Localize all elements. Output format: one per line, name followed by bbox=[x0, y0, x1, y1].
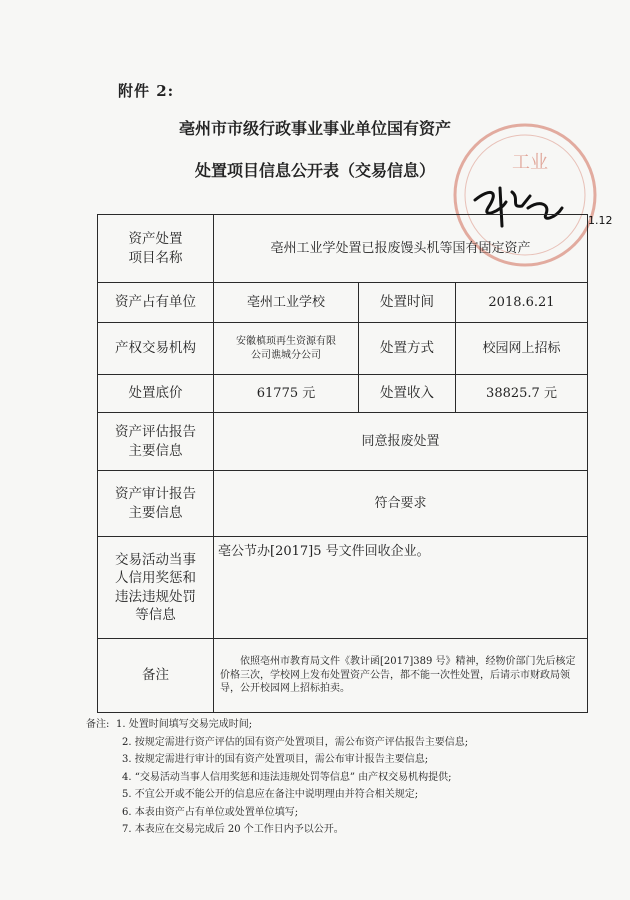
method-value: 校园网上招标 bbox=[456, 323, 588, 375]
income-label: 处置收入 bbox=[359, 375, 456, 413]
seal-text: 工业 bbox=[512, 152, 548, 173]
footnote-item: 5. 不宜公开或不能公开的信息应在备注中说明理由并符合相关规定; bbox=[122, 789, 419, 800]
remark-value: 依照亳州市教育局文件《教计函[2017]389 号》精神，经物价部门先后核定价格三次，学校网上发布处置资产公告，都不能一次性处置，后请示市财政局领导，公开校园网上招标拍卖。 bbox=[214, 639, 588, 713]
table-row bbox=[98, 537, 588, 639]
table-row bbox=[98, 471, 588, 537]
table-row bbox=[98, 323, 588, 375]
footnote-item: 6. 本表由资产占有单位或处置单位填写; bbox=[122, 806, 299, 818]
asset-project-label: 资产处置 项目名称 bbox=[98, 215, 214, 283]
base-price-value: 61775 元 bbox=[214, 375, 359, 413]
credit-value: 亳公节办[2017]5 号文件回收企业。 bbox=[214, 537, 588, 639]
footnote-item: 7. 本表应在交易完成后 20 个工作日内予以公开。 bbox=[122, 824, 344, 835]
credit-label: 交易活动当事 人信用奖惩和 违法违规处罚 等信息 bbox=[98, 537, 214, 639]
table-row bbox=[98, 375, 588, 413]
signature-date: 1.12 bbox=[588, 214, 613, 227]
time-label: 处置时间 bbox=[359, 283, 456, 323]
owner-label: 资产占有单位 bbox=[98, 283, 214, 323]
page-title-line-2: 处置项目信息公开表（交易信息） bbox=[194, 161, 435, 180]
page-title-line-1: 亳州市市级行政事业事业单位国有资产 bbox=[178, 119, 451, 138]
audit-label: 资产审计报告 主要信息 bbox=[98, 471, 214, 537]
owner-value: 亳州工业学校 bbox=[214, 283, 359, 323]
table-row bbox=[98, 639, 588, 713]
base-price-label: 处置底价 bbox=[98, 375, 214, 413]
income-value: 38825.7 元 bbox=[456, 375, 588, 413]
eval-label: 资产评估报告 主要信息 bbox=[98, 413, 214, 471]
asset-disposal-table bbox=[97, 214, 588, 713]
footnote-label: 备注: bbox=[86, 719, 110, 730]
footnote-item: 3. 按规定需进行审计的国有资产处置项目，需公布审计报告主要信息; bbox=[122, 754, 429, 765]
agency-value: 安徽槙顼再生资源有限 公司谯城分公司 bbox=[214, 323, 359, 375]
footnote-item: 2. 按规定需进行资产评估的国有资产处置项目，需公布资产评估报告主要信息; bbox=[122, 736, 469, 748]
method-label: 处置方式 bbox=[359, 323, 456, 375]
footnotes bbox=[86, 716, 468, 839]
attachment-label: 附件 2: bbox=[118, 82, 175, 100]
eval-value: 同意报废处置 bbox=[214, 413, 588, 471]
footnote-item: 4. “交易活动当事人信用奖惩和违法违规处罚等信息” 由产权交易机构提供; bbox=[122, 771, 452, 783]
audit-value: 符合要求 bbox=[214, 471, 588, 537]
asset-project-value: 亳州工业学处置已报废馒头机等国有固定资产 bbox=[214, 215, 588, 283]
footnote-item: 备注: 1. 处置时间填写交易完成时间; bbox=[86, 716, 468, 734]
table-row bbox=[98, 413, 588, 471]
time-value: 2018.6.21 bbox=[456, 283, 588, 323]
table-row bbox=[98, 283, 588, 323]
table-row bbox=[98, 215, 588, 283]
agency-label: 产权交易机构 bbox=[98, 323, 214, 375]
remark-label: 备注 bbox=[98, 639, 214, 713]
